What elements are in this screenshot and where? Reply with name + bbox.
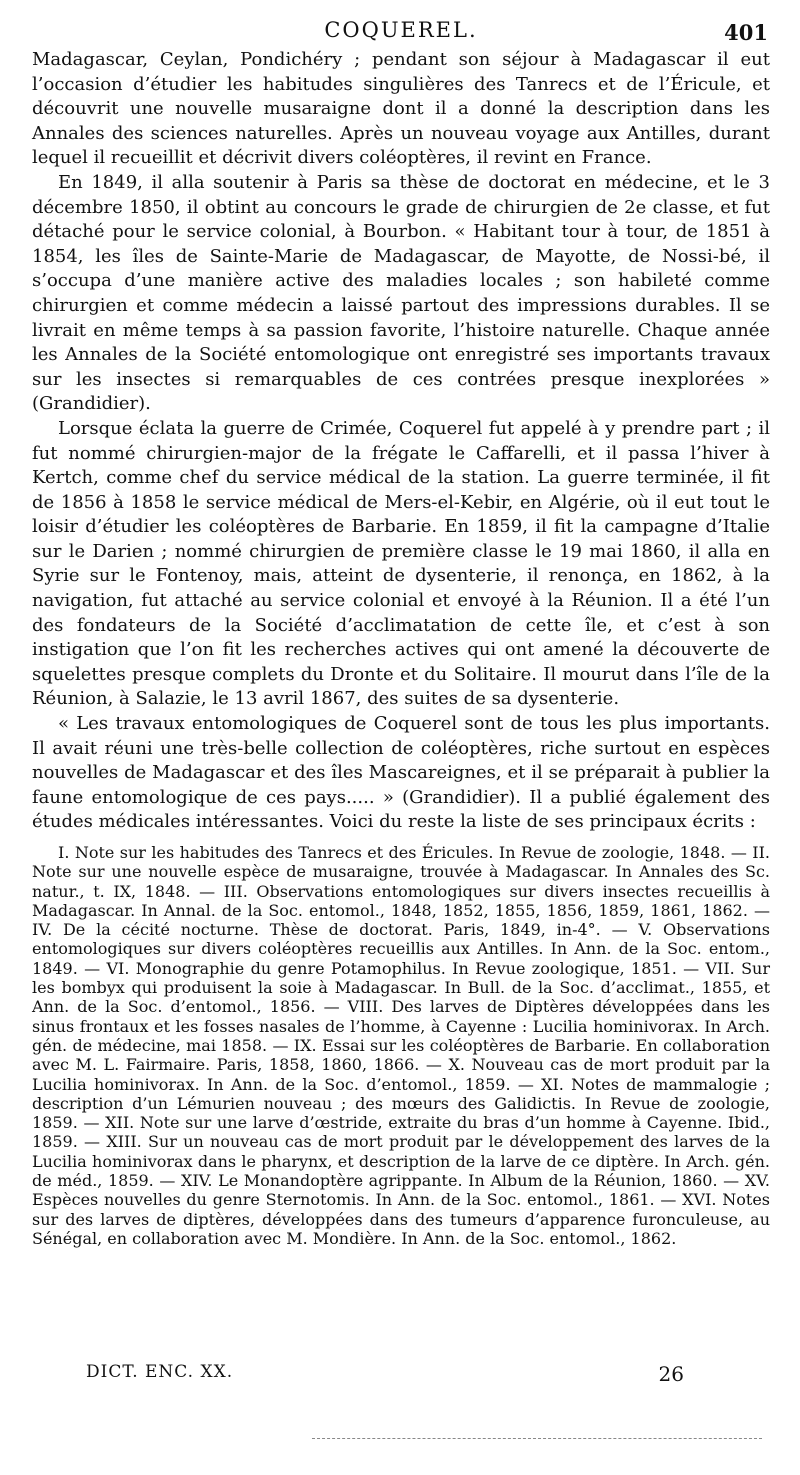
gathering-number: 26 <box>658 1362 684 1386</box>
page-footer <box>86 1362 684 1392</box>
bottom-rule <box>312 1438 762 1439</box>
page-number: 401 <box>724 20 768 45</box>
article-body <box>32 48 770 835</box>
signature-mark: DICT. ENC. XX. <box>86 1362 234 1382</box>
page <box>32 18 770 1248</box>
paragraph: En 1849, il alla soutenir à Paris sa thèse de doctorat en médecine, et le 3 décembre 1850, il obtint au concours le grade de chirurgien de 2e classe, et fut détaché pour le service colonial, à Bourbon. « Habitant tour à tour, de 1851 à 1854, les îles de Sainte-Marie de Madagascar, de Mayotte, de Nossi-bé, il s’occupa d’une manière active des maladies locales ; son habileté comme chirurgien et comme médecin a laissé partout des impressions durables. Il se livrait en même temps à sa passion favorite, l’histoire naturelle. Chaque année les Annales de la Société entomologique ont enregistré ses importants travaux sur les insectes si remarquables de ces contrées presque inexplorées » (Grandidier). <box>32 171 770 415</box>
bibliography-text: I. Note sur les habitudes des Tanrecs et des Éricules. In Revue de zoologie, 1848. — II. Note sur une nouvelle espèce de musaraigne, trouvée à Madagascar. In Annales des Sc. natur., t. IX, 1848. — III. Observations entomologiques sur divers insectes recueillis à Madagascar. In Annal. de la Soc. entomol., 1848, 1852, 1855, 1856, 1859, 1861, 1862. — IV. De la cécité nocturne. Thèse de doctorat. Paris, 1849, in-4°. — V. Observations entomologiques sur divers coléoptères recueillis aux Antilles. In Ann. de la Soc. entom., 1849. — VI. Monographie du genre Potamophilus. In Revue zoologique, 1851. — VII. Sur les bombyx qui produisent la soie à Madagascar. In Bull. de la Soc. d’acclimat., 1855, et Ann. de la Soc. d’entomol., 1856. — VIII. Des larves de Diptères développées dans les sinus frontaux et les fosses nasales de l’homme, à Cayenne : Lucilia hominivorax. In Arch. gén. de médecine, mai 1858. — IX. Essai sur les coléoptères de Barbarie. En collaboration avec M. L. Fairmaire. Paris, 1858, 1860, 1866. — X. Nouveau cas de mort produit par la Lucilia hominivorax. In Ann. de la Soc. d’entomol., 1859. — XI. Notes de mammalogie ; description d’un Lémurien nouveau ; des mœurs des Galidictis. In Revue de zoologie, 1859. — XII. Note sur une larve d’œstride, extraite du bras d’un homme à Cayenne. Ibid., 1859. — XIII. Sur un nouveau cas de mort produit par le développement des larves de la Lucilia hominivorax dans le pharynx, et description de la larve de ce diptère. In Arch. gén. de méd., 1859. — XIV. Le Monandoptère agrippante. In Album de la Réunion, 1860. — XV. Espèces nouvelles du genre Sternotomis. In Ann. de la Soc. entomol., 1861. — XVI. Notes sur des larves de diptères, développées dans des tumeurs d’apparence furonculeuse, au Sénégal, en collaboration avec M. Mondière. In Ann. de la Soc. entomol., 1862. <box>32 843 770 1248</box>
paragraph: Lorsque éclata la guerre de Crimée, Coquerel fut appelé à y prendre part ; il fut nommé chirurgien-major de la frégate le Caffarelli, et il passa l’hiver à Kertch, comme chef du service médical de la station. La guerre terminée, il fit de 1856 à 1858 le service médical de Mers-el-Kebir, en Algérie, où il eut tout le loisir d’étudier les coléoptères de Barbarie. En 1859, il fit la campagne d’Italie sur le Darien ; nommé chirurgien de première classe le 19 mai 1860, il alla en Syrie sur le Fontenoy, mais, atteint de dysenterie, il renonça, en 1862, à la navigation, fut attaché au service colonial et envoyé à la Réunion. Il a été l’un des fondateurs de la Société d’acclimatation de cette île, et c’est à son instigation que l’on fit les recherches actives qui ont amené la découverte de squelettes presque complets du Dronte et du Solitaire. Il mourut dans l’île de la Réunion, à Salazie, le 13 avril 1867, des suites de sa dysenterie. <box>32 417 770 710</box>
bibliography <box>32 843 770 1248</box>
running-head <box>32 18 770 48</box>
running-title: COQUEREL. <box>324 18 478 42</box>
paragraph: Madagascar, Ceylan, Pondichéry ; pendant son séjour à Madagascar il eut l’occasion d’étudier les habitudes singulières des Tanrecs et de l’Éricule, et découvrit une nouvelle musaraigne dont il a donné la description dans les Annales des sciences naturelles. Après un nouveau voyage aux Antilles, durant lequel il recueillit et décrivit divers coléoptères, il revint en France. <box>32 49 770 169</box>
paragraph: « Les travaux entomologiques de Coquerel sont de tous les plus importants. Il avait réuni une très-belle collection de coléoptères, riche surtout en espèces nouvelles de Madagascar et des îles Mascareignes, et il se préparait à publier la faune entomologique de ces pays..... » (Grandidier). Il a publié également des études médicales intéressantes. Voici du reste la liste de ses principaux écrits : <box>32 713 770 833</box>
